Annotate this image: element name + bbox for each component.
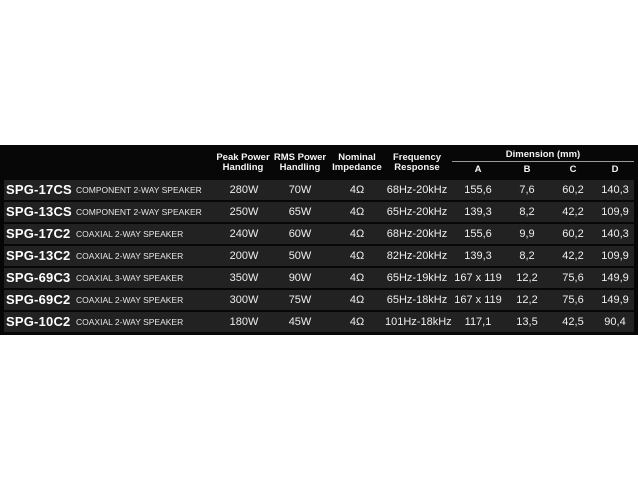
dim-d-value: 140,3 [601,228,629,240]
table-row [4,246,634,266]
dim-b-value: 8,2 [519,206,535,218]
model-name: SPG-10C2 [6,314,71,329]
frequency-value: 101Hz-18kHz [385,316,452,328]
speaker-type: COMPONENT 2-WAY SPEAKER [76,185,202,195]
model-name: SPG-69C3 [6,270,71,285]
dim-a-value: 139,3 [464,250,492,262]
frequency-value: 65Hz-20kHz [386,206,448,218]
speaker-type: COAXIAL 3-WAY SPEAKER [76,273,184,283]
header-impedance-line1: Nominal [338,152,376,163]
header-peak-line1: Peak Power [216,152,270,163]
dim-b-value: 12,2 [516,294,538,306]
dim-c-value: 42,2 [562,250,584,262]
dim-a-value: 139,3 [464,206,492,218]
table-row [4,290,634,310]
header-frequency-line1: Frequency [392,152,442,163]
dim-b-value: 12,2 [516,272,538,284]
dim-d-value: 109,9 [601,250,629,262]
speaker-type: COAXIAL 2-WAY SPEAKER [76,229,184,239]
header-dim-c: C [569,164,577,175]
dim-c-value: 75,6 [562,272,584,284]
table-row [4,180,634,200]
speaker-type: COAXIAL 2-WAY SPEAKER [76,295,184,305]
frequency-value: 68Hz-20kHz [386,228,448,240]
header-dim-b: B [523,164,531,175]
rms-power-value: 65W [288,206,312,218]
header-peak-power [215,153,271,173]
dim-a-value: 167 x 119 [454,272,502,284]
header-impedance-line2: Impedance [332,162,382,173]
dim-a-value: 155,6 [464,228,492,240]
impedance-value: 4Ω [349,184,365,196]
dim-a-value: 167 x 119 [454,294,502,306]
rms-power-value: 45W [288,316,312,328]
peak-power-value: 280W [229,184,259,196]
table-row [4,202,634,222]
table-row [4,224,634,244]
model-name: SPG-69C2 [6,292,71,307]
frequency-value: 65Hz-19kHz [386,272,448,284]
table-header [0,145,638,180]
dimension-divider [452,161,634,162]
header-rms-line1: RMS Power [273,152,327,163]
dim-d-value: 140,3 [601,184,629,196]
header-peak-line2: Handling [222,162,264,173]
rms-power-value: 75W [288,294,312,306]
peak-power-value: 240W [229,228,259,240]
frequency-value: 68Hz-20kHz [386,184,448,196]
dim-a-value: 117,1 [464,316,492,328]
dim-d-value: 149,9 [601,272,629,284]
dim-d-value: 149,9 [601,294,629,306]
peak-power-value: 200W [229,250,259,262]
peak-power-value: 350W [229,272,259,284]
impedance-value: 4Ω [349,272,365,284]
dim-c-value: 42,5 [562,316,584,328]
header-frequency-line2: Response [394,162,440,173]
model-name: SPG-17CS [6,182,72,197]
dim-b-value: 13,5 [516,316,538,328]
frequency-value: 65Hz-18kHz [386,294,448,306]
dim-c-value: 60,2 [562,228,584,240]
dim-c-value: 42,2 [562,206,584,218]
speaker-type: COAXIAL 2-WAY SPEAKER [76,251,184,261]
header-dim-d: D [611,164,619,175]
dim-d-value: 109,9 [601,206,629,218]
dim-b-value: 9,9 [519,228,535,240]
header-impedance [329,153,385,173]
rms-power-value: 50W [288,250,312,262]
header-frequency [385,153,449,173]
model-name: SPG-13CS [6,204,72,219]
header-dim-a: A [474,164,482,175]
dim-d-value: 90,4 [604,316,626,328]
peak-power-value: 300W [229,294,259,306]
model-name: SPG-17C2 [6,226,71,241]
dim-b-value: 8,2 [519,250,535,262]
dim-c-value: 75,6 [562,294,584,306]
speaker-type: COMPONENT 2-WAY SPEAKER [76,207,202,217]
speaker-spec-table [0,145,638,335]
dim-b-value: 7,6 [519,184,535,196]
peak-power-value: 180W [229,316,259,328]
impedance-value: 4Ω [349,206,365,218]
impedance-value: 4Ω [349,294,365,306]
table-row [4,312,634,332]
impedance-value: 4Ω [349,250,365,262]
header-rms-power [272,153,328,173]
speaker-type: COAXIAL 2-WAY SPEAKER [76,317,184,327]
table-row [4,268,634,288]
header-rms-line2: Handling [279,162,321,173]
peak-power-value: 250W [229,206,259,218]
dim-a-value: 155,6 [464,184,492,196]
rms-power-value: 90W [288,272,312,284]
dim-c-value: 60,2 [562,184,584,196]
rms-power-value: 70W [288,184,312,196]
header-dimension: Dimension (mm) [505,149,581,160]
frequency-value: 82Hz-20kHz [386,250,448,262]
model-name: SPG-13C2 [6,248,71,263]
impedance-value: 4Ω [349,316,365,328]
impedance-value: 4Ω [349,228,365,240]
rms-power-value: 60W [288,228,312,240]
